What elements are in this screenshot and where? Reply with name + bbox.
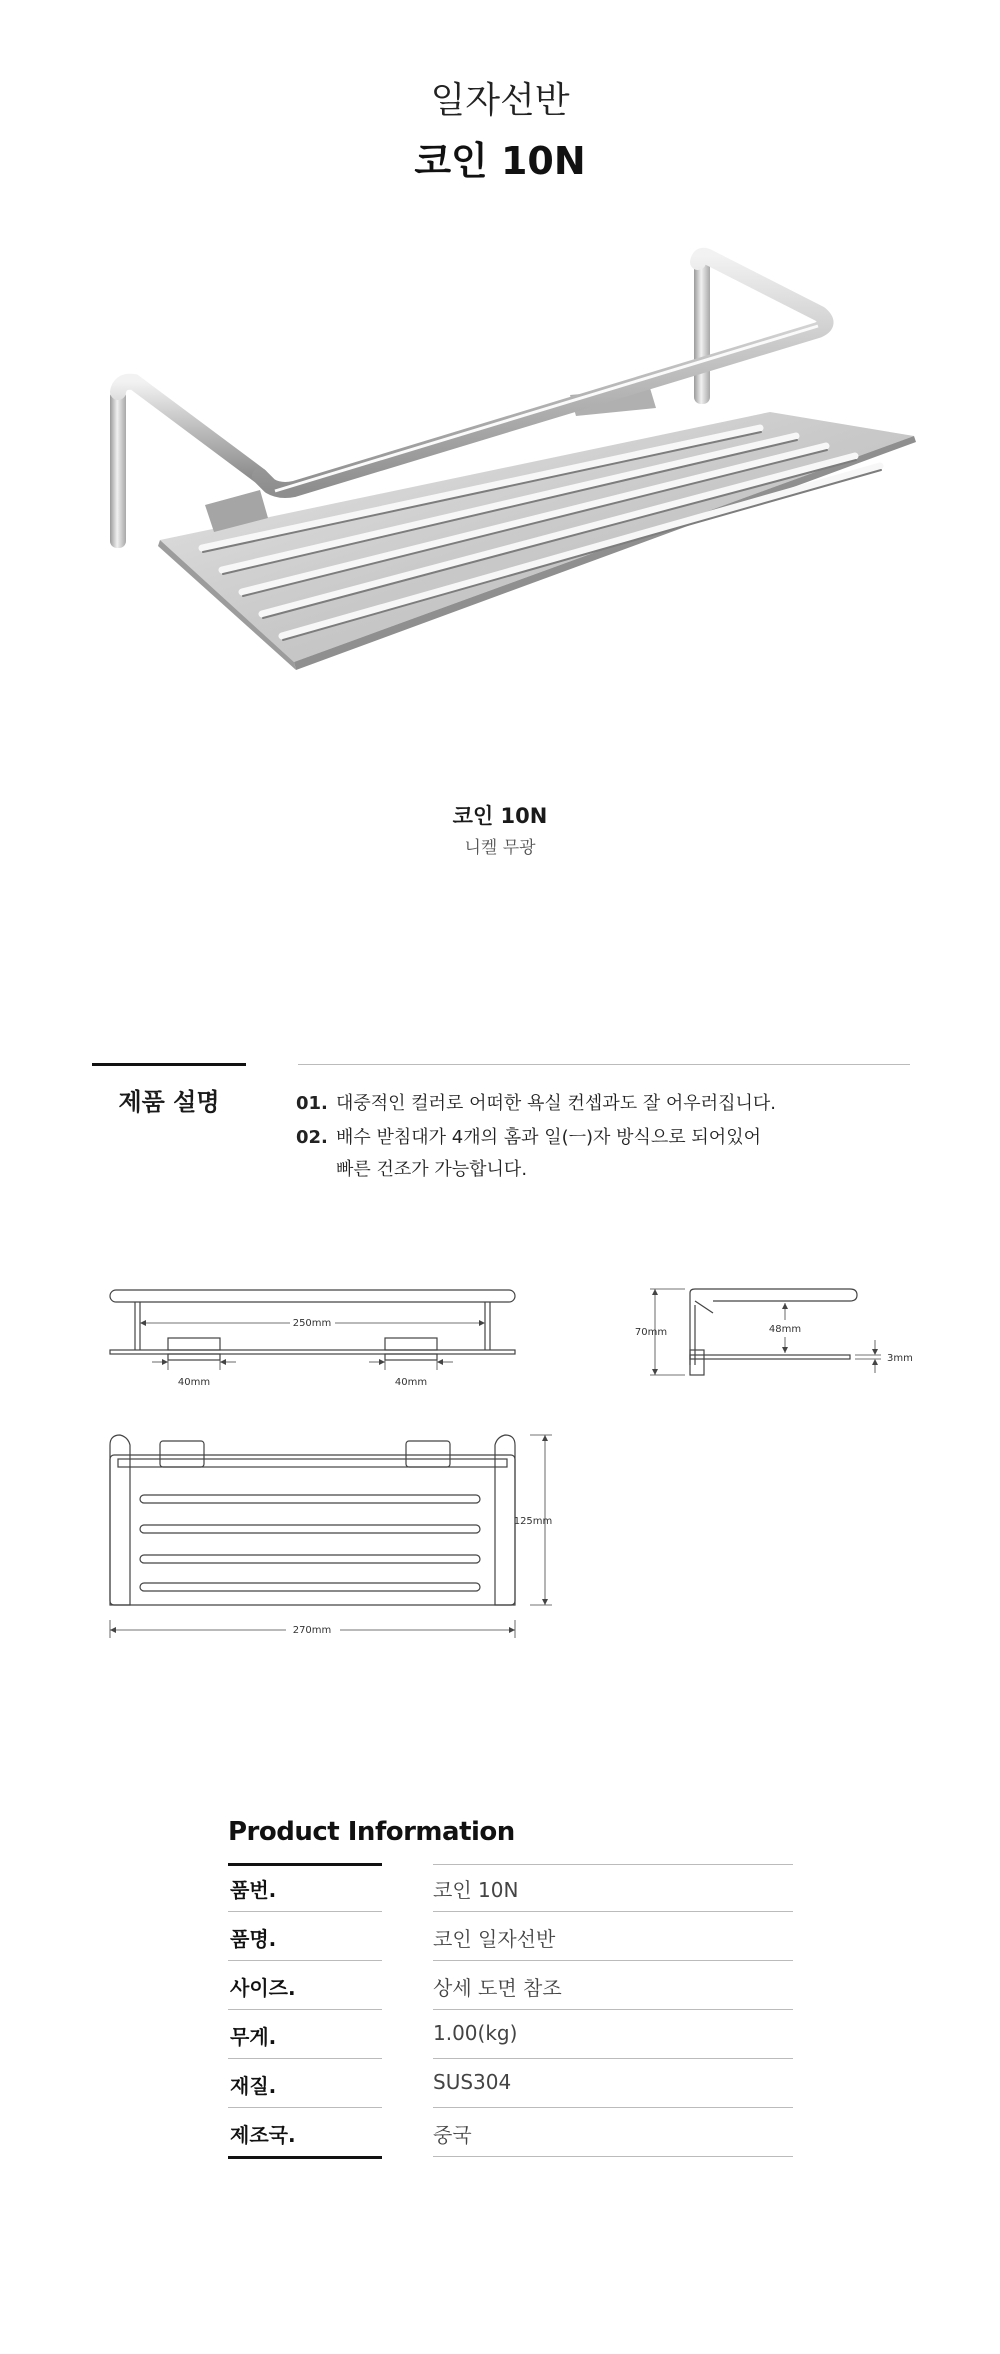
dimension-label: 125mm — [513, 1516, 553, 1527]
info-value: SUS304 — [433, 2070, 512, 2094]
side-view-drawing — [625, 1285, 925, 1400]
product-finish: 니켈 무광 — [464, 838, 536, 858]
info-value: 중국 — [433, 2123, 472, 2147]
page-subtitle: 일자선반 — [430, 80, 570, 121]
info-value: 1.00(kg) — [433, 2021, 518, 2045]
info-value: 코인 일자선반 — [433, 1927, 556, 1951]
description-item-text: 배수 받침대가 4개의 홈과 일(ㅡ)자 방식으로 되어있어 — [336, 1127, 761, 1148]
info-label: 품번. — [230, 1878, 277, 1902]
info-label: 재질. — [230, 2074, 277, 2098]
dimension-label: 270mm — [292, 1625, 332, 1636]
info-label: 제조국. — [230, 2123, 296, 2147]
description-rule-bold — [92, 1063, 246, 1066]
info-row — [228, 1961, 793, 2010]
info-value: 코인 10N — [433, 1878, 519, 1902]
product-info-title: Product Information — [228, 1817, 515, 1847]
description-rule — [298, 1064, 910, 1065]
description-item — [296, 1122, 761, 1186]
description-item-number: 01. — [296, 1093, 328, 1114]
dimension-label: 3mm — [887, 1353, 913, 1364]
dimension-label: 40mm — [177, 1377, 211, 1388]
info-row — [228, 2108, 793, 2157]
info-row — [228, 1863, 793, 1912]
dimension-label: 40mm — [394, 1377, 428, 1388]
info-row — [228, 2059, 793, 2108]
info-row — [228, 1912, 793, 1961]
product-info-table — [228, 1863, 793, 2157]
info-row — [228, 2010, 793, 2059]
description-item-text-cont: 빠른 건조가 가능합니다. — [336, 1159, 528, 1180]
info-label: 품명. — [230, 1927, 277, 1951]
front-view-drawing — [100, 1285, 530, 1420]
dimension-label: 250mm — [292, 1318, 332, 1329]
dimension-label: 48mm — [768, 1324, 802, 1335]
description-heading: 제품 설명 — [118, 1088, 220, 1116]
product-image — [110, 240, 930, 700]
description-item — [296, 1088, 776, 1120]
top-view-drawing — [100, 1425, 580, 1670]
description-item-number: 02. — [296, 1127, 328, 1148]
product-name: 코인 10N — [452, 804, 548, 828]
page-title: 코인 10N — [414, 139, 586, 183]
dimension-label: 70mm — [634, 1327, 668, 1338]
description-item-text: 대중적인 컬러로 어떠한 욕실 컨셉과도 잘 어우러집니다. — [336, 1093, 776, 1114]
info-label: 사이즈. — [230, 1976, 296, 2000]
info-value: 상세 도면 참조 — [433, 1976, 562, 2000]
info-label: 무게. — [230, 2025, 277, 2049]
